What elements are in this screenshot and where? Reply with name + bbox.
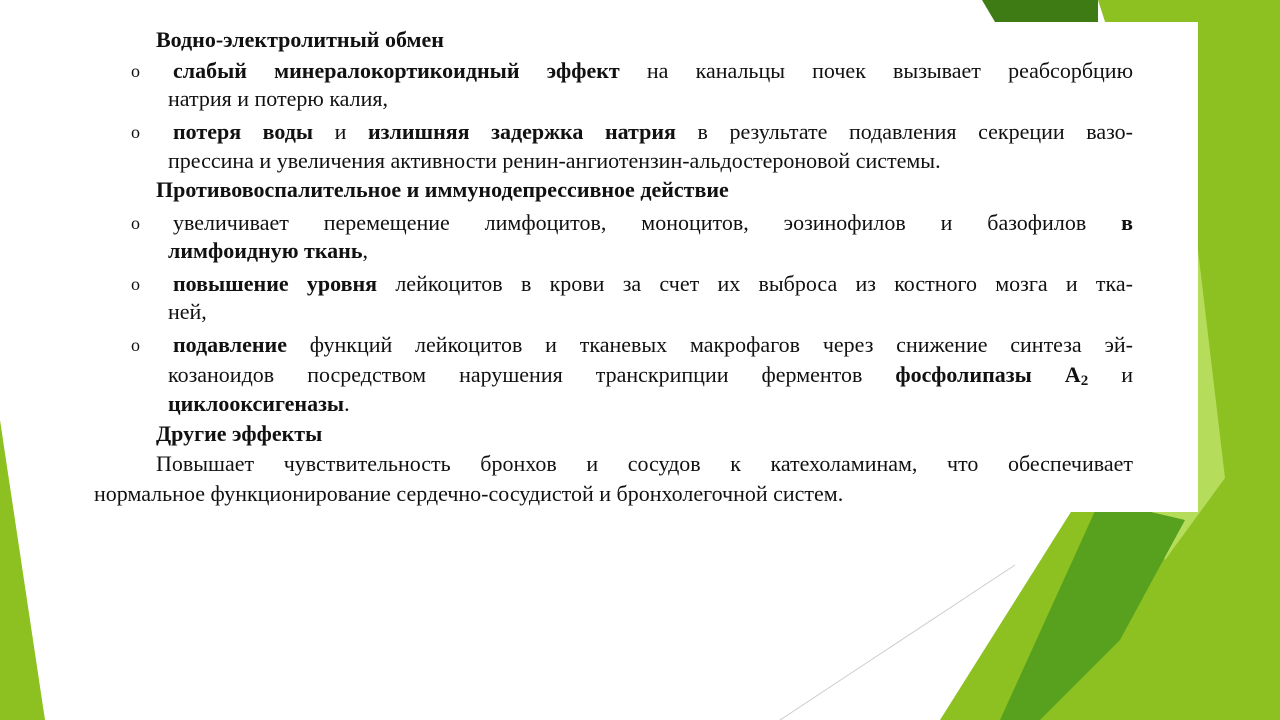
bullet-marker: o [131,274,140,294]
list-item-line: циклооксигеназы. [168,391,350,416]
bullet-marker: o [131,122,140,142]
list-item-line: козаноидов посредством нарушения транскрипции ферментов фосфолипазы $А_2$ и [168,362,1133,389]
list-item-line: лимфоидную ткань, [168,238,368,263]
heading-water-electrolyte: Водно-электролитный обмен [156,27,444,52]
list-item-line: прессина и увеличения активности ренин-ангиотензин-альдостероновой системы. [168,148,941,173]
heading-other-effects: Другие эффекты [156,421,323,446]
list-item-line: ней, [168,299,207,324]
bullet-marker: o [131,61,140,81]
bullet-marker: o [131,335,140,355]
right-shape-top-dark [982,0,1098,22]
list-item-line: подавление функций лейкоцитов и тканевых макрофагов через снижение синтеза эй- [173,332,1133,357]
list-item-line: потеря воды и излишняя задержка натрия в результате подавления секреции вазо- [173,119,1133,144]
paragraph-line: нормальное функционирование сердечно-сосудистой и бронхолегочной систем. [94,481,844,506]
list-item-line: натрия и потерю калия, [168,86,388,111]
bullet-marker: o [131,213,140,233]
heading-anti-inflammatory: Противовоспалительное и иммунодепрессивное действие [156,177,729,202]
list-item-line: увеличивает перемещение лимфоцитов, моноцитов, эозинофилов и базофилов в [173,210,1133,235]
paragraph-line: Повышает чувствительность бронхов и сосудов к катехоламинам, что обеспечивает [156,451,1133,476]
list-item-line: слабый минералокортикоидный эффект на канальцы почек вызывает реабсорбцию [173,58,1134,83]
list-item-line: повышение уровня лейкоцитов в крови за счет их выброса из костного мозга и тка- [173,271,1133,296]
